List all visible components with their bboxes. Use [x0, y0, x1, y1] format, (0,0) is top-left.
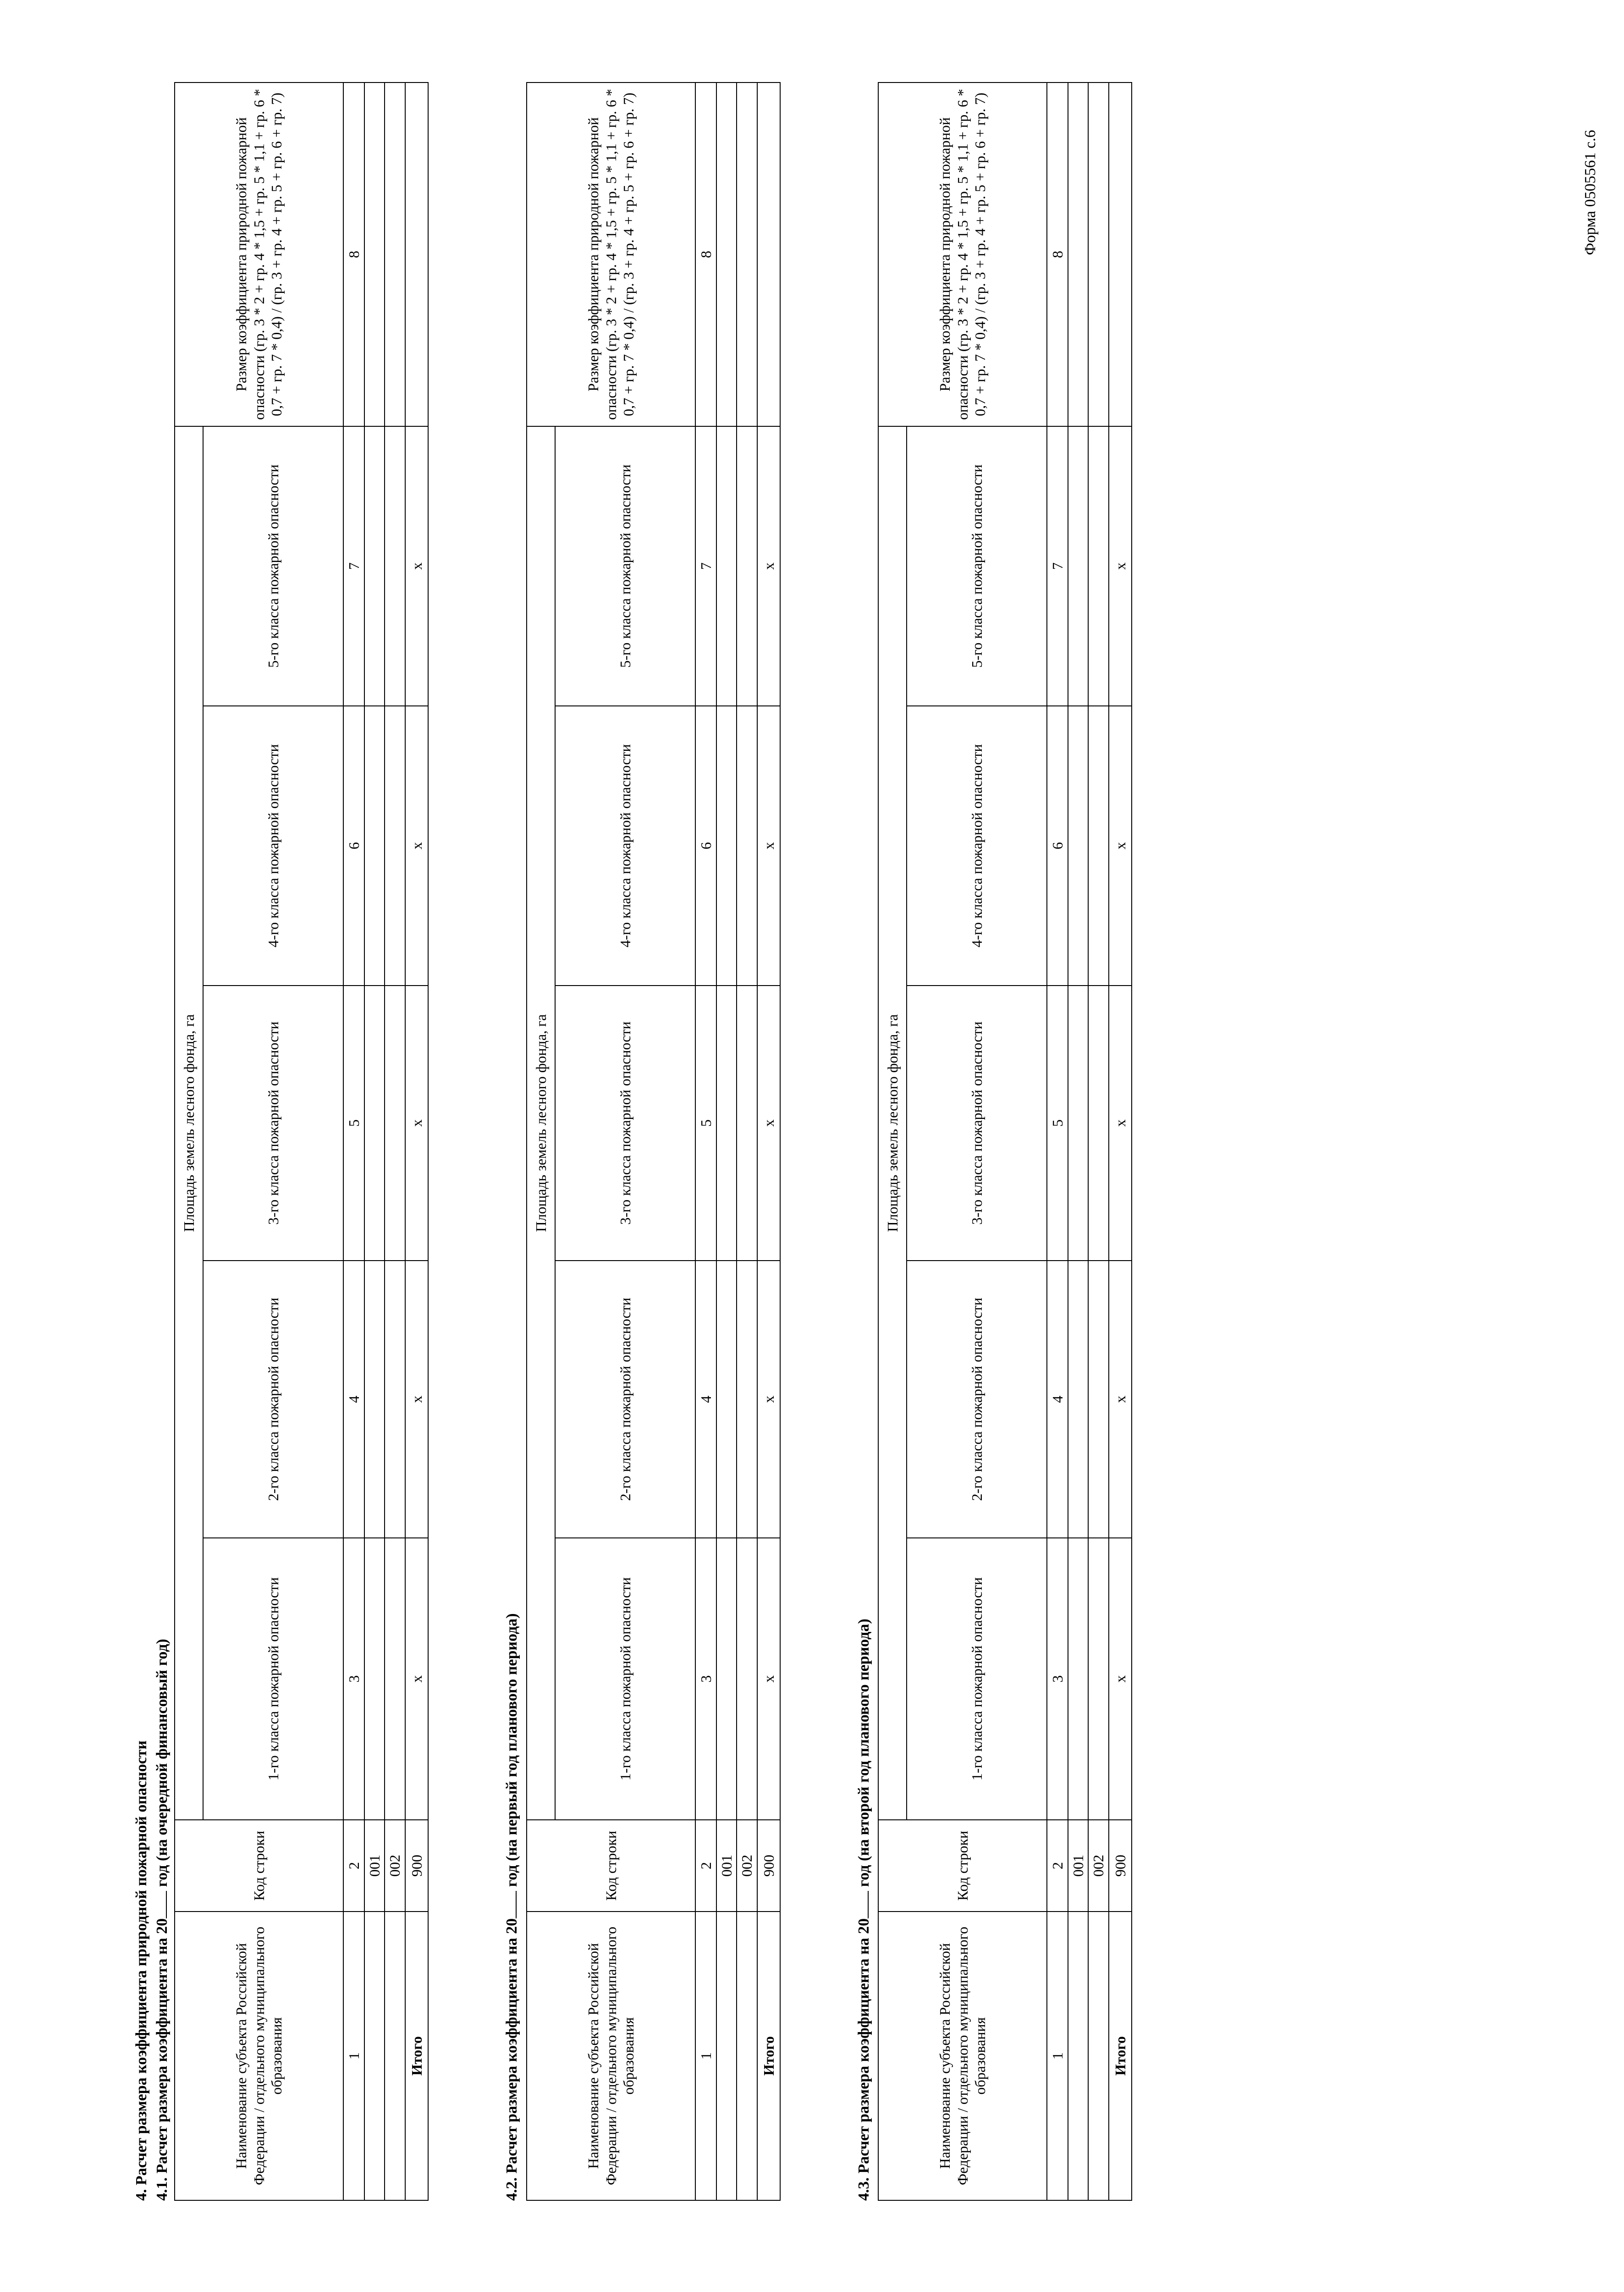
header-class2: 2-го класса пожарной опасности: [907, 1261, 1047, 1538]
total-mark: х: [757, 986, 780, 1261]
total-row: [757, 83, 780, 2200]
total-label: Итого: [1109, 1912, 1132, 2200]
class3-cell[interactable]: [716, 986, 737, 1261]
coef-cell[interactable]: [737, 83, 757, 426]
class2-cell[interactable]: [1068, 1261, 1088, 1538]
code-cell: 002: [1088, 1820, 1108, 1912]
code-cell: 001: [364, 1820, 385, 1912]
header-class4: 4-го класса пожарной опасности: [555, 706, 695, 986]
col-number: 4: [695, 1261, 716, 1538]
col-number: 3: [695, 1538, 716, 1820]
col-number: 4: [1047, 1261, 1068, 1538]
col-number: 7: [343, 426, 364, 706]
class1-cell[interactable]: [1088, 1538, 1108, 1820]
coef-cell[interactable]: [1068, 83, 1088, 426]
coef-cell[interactable]: [1088, 83, 1108, 426]
col-number: 6: [343, 706, 364, 986]
table-3-title-suffix: год (на второй год планового периода): [855, 1619, 872, 1887]
table-row: [1068, 83, 1088, 2200]
class5-cell[interactable]: [1088, 426, 1108, 706]
header-class5: 5-го класса пожарной опасности: [907, 426, 1047, 706]
total-mark: х: [405, 1261, 428, 1538]
col-number: 2: [695, 1820, 716, 1912]
col-number: 7: [695, 426, 716, 706]
col-number: 1: [1047, 1912, 1068, 2200]
total-coef-cell[interactable]: [405, 83, 428, 426]
class1-cell[interactable]: [737, 1538, 757, 1820]
class1-cell[interactable]: [385, 1538, 405, 1820]
header-area-group: Площадь земель лесного фонда, га: [527, 426, 555, 1820]
header-class1: 1-го класса пожарной опасности: [555, 1538, 695, 1820]
header-name: Наименование субъекта Российской Федерации / отдельного муниципального образования: [878, 1912, 1047, 2200]
total-mark: х: [405, 1538, 428, 1820]
total-mark: х: [1109, 1538, 1132, 1820]
class2-cell[interactable]: [716, 1261, 737, 1538]
name-cell[interactable]: [364, 1912, 385, 2200]
class1-cell[interactable]: [364, 1538, 385, 1820]
name-cell[interactable]: [1068, 1912, 1088, 2200]
class5-cell[interactable]: [1068, 426, 1088, 706]
col-number: 6: [1047, 706, 1068, 986]
header-code: Код строки: [175, 1820, 343, 1912]
class4-cell[interactable]: [385, 706, 405, 986]
header-class3: 3-го класса пожарной опасности: [907, 986, 1047, 1261]
name-cell[interactable]: [737, 1912, 757, 2200]
col-number: 8: [695, 83, 716, 426]
col-number: 6: [695, 706, 716, 986]
header-name: Наименование субъекта Российской Федерации / отдельного муниципального образования: [527, 1912, 695, 2200]
col-number: 4: [343, 1261, 364, 1538]
table-1-title: [154, 1639, 171, 2201]
col-number: 2: [343, 1820, 364, 1912]
header-class2: 2-го класса пожарной опасности: [203, 1261, 343, 1538]
class5-cell[interactable]: [737, 426, 757, 706]
header-class2: 2-го класса пожарной опасности: [555, 1261, 695, 1538]
table-3-title: [855, 1619, 873, 2201]
class2-cell[interactable]: [1088, 1261, 1108, 1538]
col-number: 1: [695, 1912, 716, 2200]
year-blank-3[interactable]: [856, 1891, 869, 1918]
header-code: Код строки: [527, 1820, 695, 1912]
total-mark: х: [405, 986, 428, 1261]
col-number: 5: [343, 986, 364, 1261]
header-class5: 5-го класса пожарной опасности: [203, 426, 343, 706]
col-number: 8: [1047, 83, 1068, 426]
class3-cell[interactable]: [364, 986, 385, 1261]
header-class5: 5-го класса пожарной опасности: [555, 426, 695, 706]
total-mark: х: [757, 426, 780, 706]
total-label: Итого: [757, 1912, 780, 2200]
total-mark: х: [757, 1261, 780, 1538]
header-coef: Размер коэффициента природной пожарной опасности (гр. 3 * 2 + гр. 4 * 1,5 + гр. 5 * 1,1 + гр. 6 * 0,7 + гр. 7 * 0,4) / (гр. 3 + гр. 4 + гр. 5 + гр. 6 + гр. 7): [878, 83, 1047, 426]
col-number: 1: [343, 1912, 364, 2200]
name-cell[interactable]: [1088, 1912, 1108, 2200]
header-class3: 3-го класса пожарной опасности: [555, 986, 695, 1261]
form-code-text: Форма 0505561 с.6: [1582, 130, 1599, 255]
header-coef: Размер коэффициента природной пожарной опасности (гр. 3 * 2 + гр. 4 * 1,5 + гр. 5 * 1,1 + гр. 6 * 0,7 + гр. 7 * 0,4) / (гр. 3 + гр. 4 + гр. 5 + гр. 6 + гр. 7): [527, 83, 695, 426]
year-blank-2[interactable]: [504, 1891, 517, 1918]
code-cell: 002: [737, 1820, 757, 1912]
col-number: 5: [1047, 986, 1068, 1261]
table-2: [526, 82, 781, 2201]
name-cell[interactable]: [385, 1912, 405, 2200]
table-2-title: [503, 1613, 521, 2201]
col-number: 2: [1047, 1820, 1068, 1912]
class3-cell[interactable]: [737, 986, 757, 1261]
class3-cell[interactable]: [1088, 986, 1108, 1261]
class3-cell[interactable]: [1068, 986, 1088, 1261]
coef-cell[interactable]: [385, 83, 405, 426]
col-number: 3: [343, 1538, 364, 1820]
col-number: 3: [1047, 1538, 1068, 1820]
header-area-group: Площадь земель лесного фонда, га: [878, 426, 907, 1820]
table-row: [364, 83, 385, 2200]
name-cell[interactable]: [716, 1912, 737, 2200]
header-area-group: Площадь земель лесного фонда, га: [175, 426, 203, 1820]
header-class3: 3-го класса пожарной опасности: [203, 986, 343, 1261]
class4-cell[interactable]: [364, 706, 385, 986]
table-row: [385, 83, 405, 2200]
table-row: [716, 83, 737, 2200]
total-row: [1109, 83, 1132, 2200]
class1-cell[interactable]: [1068, 1538, 1088, 1820]
header-coef: Размер коэффициента природной пожарной опасности (гр. 3 * 2 + гр. 4 * 1,5 + гр. 5 * 1,1 + гр. 6 * 0,7 + гр. 7 * 0,4) / (гр. 3 + гр. 4 + гр. 5 + гр. 6 + гр. 7): [175, 83, 343, 426]
class2-cell[interactable]: [364, 1261, 385, 1538]
table-1: [174, 82, 429, 2201]
code-cell: 002: [385, 1820, 405, 1912]
class4-cell[interactable]: [716, 706, 737, 986]
total-code: 900: [405, 1820, 428, 1912]
coef-cell[interactable]: [364, 83, 385, 426]
total-mark: х: [405, 426, 428, 706]
coef-cell[interactable]: [716, 83, 737, 426]
header-class1: 1-го класса пожарной опасности: [907, 1538, 1047, 1820]
year-blank-1[interactable]: [154, 1891, 167, 1918]
table-3-title-prefix: 4.3. Расчет размера коэффициента на 20: [855, 1918, 872, 2201]
total-mark: х: [405, 706, 428, 986]
total-mark: х: [1109, 426, 1132, 706]
total-mark: х: [1109, 1261, 1132, 1538]
table-2-title-prefix: 4.2. Расчет размера коэффициента на 20: [503, 1918, 520, 2201]
total-row: [405, 83, 428, 2200]
header-class1: 1-го класса пожарной опасности: [203, 1538, 343, 1820]
total-code: 900: [757, 1820, 780, 1912]
total-coef-cell[interactable]: [1109, 83, 1132, 426]
col-number: 7: [1047, 426, 1068, 706]
table-3: [878, 82, 1132, 2201]
code-cell: 001: [716, 1820, 737, 1912]
total-mark: х: [1109, 706, 1132, 986]
class4-cell[interactable]: [1068, 706, 1088, 986]
total-label: Итого: [405, 1912, 428, 2200]
class5-cell[interactable]: [364, 426, 385, 706]
table-1-title-prefix: 4.1. Расчет размера коэффициента на 20: [154, 1918, 171, 2201]
class4-cell[interactable]: [737, 706, 757, 986]
table-row: [737, 83, 757, 2200]
class1-cell[interactable]: [716, 1538, 737, 1820]
col-number: 8: [343, 83, 364, 426]
total-code: 900: [1109, 1820, 1132, 1912]
class2-cell[interactable]: [385, 1261, 405, 1538]
header-code: Код строки: [878, 1820, 1047, 1912]
total-mark: х: [757, 706, 780, 986]
col-number: 5: [695, 986, 716, 1261]
total-coef-cell[interactable]: [757, 83, 780, 426]
table-1-title-suffix: год (на очередной финансовый год): [154, 1639, 171, 1887]
header-name: Наименование субъекта Российской Федерации / отдельного муниципального образования: [175, 1912, 343, 2200]
header-class4: 4-го класса пожарной опасности: [907, 706, 1047, 986]
class4-cell[interactable]: [1088, 706, 1108, 986]
section-title: 4. Расчет размера коэффициента природной пожарной опасности: [133, 1740, 150, 2201]
table-row: [1088, 83, 1108, 2200]
total-mark: х: [757, 1538, 780, 1820]
class5-cell[interactable]: [385, 426, 405, 706]
code-cell: 001: [1068, 1820, 1088, 1912]
header-class4: 4-го класса пожарной опасности: [203, 706, 343, 986]
total-mark: х: [1109, 986, 1132, 1261]
table-2-title-suffix: год (на первый год планового периода): [503, 1613, 520, 1887]
class3-cell[interactable]: [385, 986, 405, 1261]
class2-cell[interactable]: [737, 1261, 757, 1538]
class5-cell[interactable]: [716, 426, 737, 706]
